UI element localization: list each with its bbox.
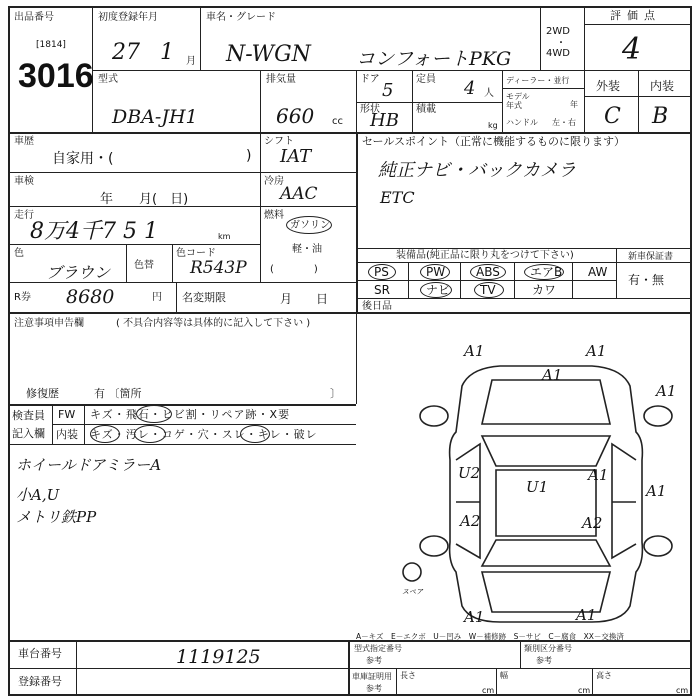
divider bbox=[592, 668, 593, 696]
equip-navi: ナビ bbox=[426, 283, 451, 297]
height-label: 高さ bbox=[596, 671, 612, 680]
spare-label: スペア bbox=[402, 588, 423, 596]
disp-value: 660 bbox=[276, 104, 315, 128]
damage-mark: U1 bbox=[526, 478, 549, 496]
drive-2wd: 2WD bbox=[546, 26, 570, 37]
dealer-label: ディーラー・並行 bbox=[506, 76, 570, 85]
damage-mark: U2 bbox=[458, 464, 481, 482]
cap-label: 定員 bbox=[416, 74, 436, 85]
inspect-label: 車検 bbox=[14, 176, 34, 187]
later-label: 後日品 bbox=[362, 301, 392, 312]
damage-mark: A2 bbox=[582, 514, 603, 532]
load-label: 積載 bbox=[416, 104, 436, 115]
circle-ps bbox=[368, 264, 396, 280]
box3-label: 車庫証明用 bbox=[352, 672, 392, 681]
score-value: 4 bbox=[622, 32, 642, 67]
divider bbox=[356, 262, 692, 263]
equip-leather: カワ bbox=[532, 283, 557, 297]
reg-label: 初度登録年月 bbox=[98, 12, 158, 23]
damage-mark: A1 bbox=[646, 482, 667, 500]
r-label: R券 bbox=[14, 292, 31, 303]
fuel-diesel: 軽・油 bbox=[292, 244, 322, 255]
inspector-label-2: 記入欄 bbox=[12, 427, 45, 440]
divider bbox=[8, 404, 356, 406]
mileage-label: 走行 bbox=[14, 210, 34, 221]
box1-label: 型式指定番号 bbox=[354, 644, 402, 653]
circle-abs bbox=[470, 264, 506, 280]
damage-mark: A1 bbox=[464, 342, 485, 360]
windshield bbox=[482, 436, 610, 466]
box3-sub: 参考 bbox=[366, 684, 382, 693]
divider bbox=[520, 640, 521, 668]
damage-mark: A1 bbox=[576, 606, 597, 624]
drive-4wd: 4WD bbox=[546, 48, 570, 59]
handle-label: ハンドル bbox=[506, 118, 538, 127]
divider bbox=[412, 70, 413, 132]
box1-sub: 参考 bbox=[366, 656, 382, 665]
history-value: 自家用・( bbox=[52, 151, 114, 167]
damage-mark: A1 bbox=[464, 608, 485, 626]
divider bbox=[8, 668, 348, 669]
damage-mark: A1 bbox=[656, 382, 677, 400]
type-value: DBA-JH1 bbox=[112, 106, 198, 128]
divider bbox=[396, 668, 397, 696]
disp-unit: cc bbox=[332, 116, 343, 127]
box2-label: 類別区分番号 bbox=[524, 644, 572, 653]
mileage-unit: km bbox=[218, 232, 231, 241]
divider bbox=[502, 70, 503, 132]
chassis-label: 車台番号 bbox=[18, 647, 62, 660]
color-code-value: R543P bbox=[190, 258, 247, 278]
divider bbox=[356, 70, 357, 132]
divider bbox=[8, 312, 692, 314]
lot-sub: [1814] bbox=[36, 40, 66, 50]
fuel-gasoline: ガソリン bbox=[290, 220, 330, 231]
rear-window bbox=[482, 540, 610, 566]
load-unit: kg bbox=[488, 121, 498, 130]
notes-label: 注意事項申告欄 bbox=[14, 318, 84, 329]
fuel-paren: ( ) bbox=[270, 264, 318, 275]
color-label: 色 bbox=[14, 248, 24, 259]
equip-sr: SR bbox=[374, 283, 390, 297]
r-unit: 円 bbox=[152, 292, 162, 303]
divider bbox=[176, 282, 177, 312]
int-label: 内装 bbox=[56, 428, 78, 441]
circle-scuff bbox=[240, 425, 270, 443]
divider bbox=[8, 132, 692, 134]
reg-year: 27 bbox=[112, 40, 140, 65]
grade: コンフォートPKG bbox=[356, 48, 512, 70]
car-damage-diagram bbox=[400, 340, 692, 630]
remark-3: メトリ鉄PP bbox=[16, 508, 97, 526]
width-label: 幅 bbox=[500, 671, 508, 680]
remark-2: 小A,U bbox=[16, 486, 60, 504]
color-change-label: 色替 bbox=[134, 260, 154, 271]
fw-label: FW bbox=[58, 408, 76, 421]
warranty-label: 新車保証書 bbox=[628, 252, 674, 262]
drive-dot: ・ bbox=[556, 38, 566, 49]
reg-month: 1 bbox=[160, 40, 174, 65]
repair-value: 有 〔箇所 bbox=[94, 387, 142, 400]
length-label: 長さ bbox=[400, 671, 416, 680]
divider bbox=[356, 102, 502, 103]
history-label: 車歴 bbox=[14, 136, 34, 147]
damage-mark: A2 bbox=[460, 512, 481, 530]
repair-close: 〕 bbox=[330, 387, 341, 400]
equip-ps: PS bbox=[374, 265, 389, 279]
model-name: N-WGN bbox=[226, 42, 311, 67]
wheel-front-right bbox=[644, 406, 672, 426]
door-label: ドア bbox=[360, 74, 380, 85]
divider bbox=[540, 6, 541, 70]
damage-mark: A1 bbox=[542, 366, 563, 384]
fuel-label: 燃料 bbox=[264, 210, 284, 221]
r-value: 8680 bbox=[66, 286, 115, 308]
divider bbox=[584, 24, 692, 25]
lot-number: 3016 bbox=[18, 57, 94, 95]
notes-instruction: ( 不具合内容等は具体的に記入して下さい ) bbox=[116, 318, 311, 329]
height-unit: cm bbox=[676, 686, 689, 695]
width-unit: cm bbox=[578, 686, 591, 695]
wheel-front-left bbox=[420, 406, 448, 426]
circle-navi bbox=[420, 282, 452, 298]
divider bbox=[572, 262, 573, 298]
bonnet bbox=[482, 380, 610, 424]
divider bbox=[76, 640, 77, 696]
inspect-value: 年 月( 日) bbox=[100, 192, 189, 207]
divider bbox=[126, 244, 127, 282]
history-close: ) bbox=[246, 148, 252, 164]
divider bbox=[8, 640, 692, 642]
divider bbox=[52, 424, 356, 425]
spare-wheel bbox=[403, 563, 421, 581]
damage-mark: A1 bbox=[586, 342, 607, 360]
divider bbox=[200, 6, 201, 70]
name-change-label: 名変期限 bbox=[182, 291, 226, 304]
left-doors bbox=[456, 444, 480, 558]
divider bbox=[260, 132, 261, 282]
circle-scratch bbox=[90, 425, 120, 443]
wheel-rear-right bbox=[644, 536, 672, 556]
circle-pw bbox=[420, 264, 450, 280]
door-value: 5 bbox=[382, 80, 394, 101]
chassis-value: 1119125 bbox=[176, 646, 261, 668]
divider bbox=[348, 668, 692, 669]
disp-label: 排気量 bbox=[266, 74, 296, 85]
ac-value: AAC bbox=[280, 184, 318, 204]
name-change-value: 月 日 bbox=[280, 292, 329, 306]
color-code-label: 色コード bbox=[176, 248, 216, 259]
model-year-label: モデル 年式 bbox=[506, 92, 530, 110]
divider bbox=[260, 70, 261, 132]
inspector-label-1: 検査員 bbox=[12, 409, 45, 422]
divider bbox=[616, 248, 617, 298]
divider bbox=[356, 248, 692, 249]
mileage-value: 8万4千7 5 1 bbox=[30, 219, 158, 244]
handle-options: 左・右 bbox=[552, 118, 576, 127]
color-value: ブラウン bbox=[46, 263, 111, 282]
ext-label: 外装 bbox=[596, 79, 621, 93]
type-label: 型式 bbox=[98, 74, 118, 85]
warranty-value: 有・無 bbox=[628, 273, 665, 287]
sales-line-2: ETC bbox=[380, 188, 415, 207]
equipment-label: 装備品(純正品に限り丸をつけて下さい) bbox=[396, 250, 574, 261]
divider bbox=[408, 262, 409, 298]
ac-label: 冷房 bbox=[264, 176, 284, 187]
divider bbox=[638, 70, 639, 132]
divider bbox=[356, 132, 358, 312]
divider bbox=[496, 668, 497, 696]
divider bbox=[460, 262, 461, 298]
box2-sub: 参考 bbox=[536, 656, 552, 665]
remark-1: ホイールドアミラーA bbox=[16, 456, 162, 474]
int-items: キズ・汚レ・コゲ・穴・スレ・キレ・破レ bbox=[90, 428, 318, 441]
divider bbox=[514, 262, 515, 298]
divider bbox=[502, 88, 584, 89]
wheel-rear-left bbox=[420, 536, 448, 556]
equip-pw: PW bbox=[426, 265, 446, 279]
circle-chip bbox=[136, 405, 172, 423]
score-label: 評価点 bbox=[610, 9, 661, 22]
damage-legend: A－キズ E－エクボ U－凹み W－補修跡 S－サビ C－腐食 XX－交換済 bbox=[356, 632, 624, 641]
lot-label: 出品番号 bbox=[14, 12, 54, 23]
shift-value: IAT bbox=[280, 146, 312, 167]
divider bbox=[356, 312, 357, 404]
year-unit: 年 bbox=[570, 100, 578, 109]
cap-value: 4 bbox=[464, 78, 476, 99]
damage-mark: A1 bbox=[588, 466, 609, 484]
sales-label: セールスポイント（正常に機能するものに限ります） bbox=[362, 135, 626, 148]
circle-tv bbox=[474, 282, 504, 298]
model-label: 車名・グレード bbox=[206, 12, 276, 23]
divider bbox=[356, 280, 616, 281]
fw-items: キズ・飛石・ヒビ割・リペア跡・X要 bbox=[90, 408, 291, 421]
circle-dirt bbox=[134, 425, 166, 443]
cap-unit: 人 bbox=[484, 88, 494, 99]
shape-value: HB bbox=[370, 110, 399, 131]
right-doors bbox=[612, 444, 636, 558]
equip-abs: ABS bbox=[476, 265, 500, 279]
divider bbox=[8, 172, 356, 173]
length-unit: cm bbox=[482, 686, 495, 695]
repair-label: 修復歴 bbox=[26, 387, 59, 400]
divider bbox=[8, 444, 356, 445]
regno-label: 登録番号 bbox=[18, 675, 62, 688]
equip-airbag: エアB bbox=[530, 265, 563, 279]
circle-airbag bbox=[524, 264, 564, 280]
shift-label: シフト bbox=[264, 136, 294, 147]
int-label: 内装 bbox=[650, 79, 675, 93]
sales-line-1: 純正ナビ・バックカメラ bbox=[378, 160, 576, 181]
ext-grade: C bbox=[604, 104, 621, 129]
divider bbox=[356, 298, 692, 299]
shape-label: 形状 bbox=[360, 104, 380, 115]
divider bbox=[172, 244, 173, 282]
month-unit: 月 bbox=[186, 56, 196, 67]
equip-aw: AW bbox=[588, 265, 608, 279]
equip-tv: TV bbox=[480, 283, 496, 297]
int-grade: B bbox=[652, 104, 669, 129]
